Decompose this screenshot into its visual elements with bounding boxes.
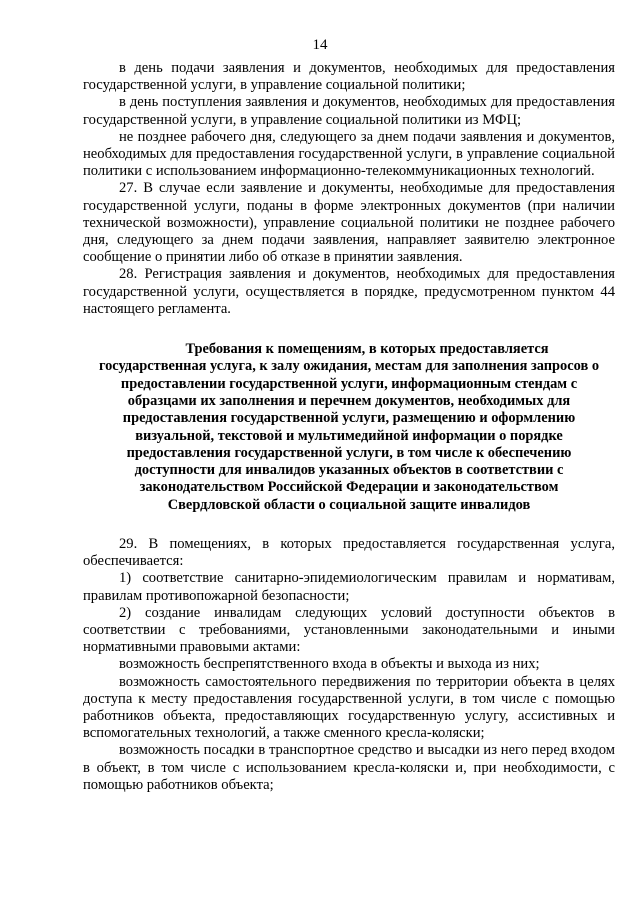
section-heading (83, 341, 615, 514)
page-number: 14 (312, 37, 328, 53)
section-heading-line: Свердловской области о социальной защите инвалидов (167, 496, 531, 513)
paragraph-item-29: 29. В помещениях, в которых предоставляется государственная услуга, обеспечивается: (83, 536, 615, 570)
section-heading-line: Требования к помещениям, в которых предоставляется (185, 341, 549, 358)
paragraph-subitem-2: 2) создание инвалидам следующих условий доступности объектов в соответствии с требованиями, установленными законодательными и иными нормативными правовыми актами: (83, 604, 615, 656)
section-heading-line: образцами их заполнения и перечнем документов, необходимых для (127, 392, 571, 409)
paragraph-submission-day: в день подачи заявления и документов, необходимых для предоставления государственной услуги, в управление социальной политики; (83, 60, 615, 94)
spacer (83, 318, 615, 341)
section-heading-line: предоставления государственной услуги, в том числе к обеспечению (126, 444, 572, 461)
paragraph-item-27: 27. В случае если заявление и документы, необходимые для предоставления государственной услуги, поданы в форме электронных документов (при наличии технической возможности), управление социальной политики не позднее рабочего дня, следующего за днем подачи заявления, направляет заявителю электронное сообщение о принятии либо об отказе в принятии заявления. (83, 180, 615, 266)
section-heading-line: законодательством Российской Федерации и законодательством (139, 479, 559, 496)
section-heading-line: доступности для инвалидов указанных объектов в соответствии с (134, 462, 564, 479)
spacer (83, 514, 615, 536)
paragraph-vehicle-boarding: возможность посадки в транспортное средство и высадки из него перед входом в объект, в том числе с использованием кресла-коляски и, при необходимости, с помощью работников объекта; (83, 742, 615, 793)
document-body (83, 60, 615, 794)
paragraph-next-working-day: не позднее рабочего дня, следующего за днем подачи заявления и документов, необходимых для предоставления государственной услуги, в управление социальной политики с использованием информационно-телекоммуникационных технологий. (83, 128, 615, 180)
paragraph-subitem-1: 1) соответствие санитарно-эпидемиологическим правилам и нормативам, правилам противопожарной безопасности; (83, 570, 615, 604)
section-heading-line: визуальной, текстовой и мультимедийной информации о порядке (135, 427, 563, 444)
paragraph-free-entry: возможность беспрепятственного входа в объекты и выхода из них; (119, 656, 540, 673)
paragraph-item-28: 28. Регистрация заявления и документов, необходимых для предоставления государственной услуги, осуществляется в порядке, предусмотренном пунктом 44 настоящего регламента. (83, 266, 615, 317)
section-heading-line: предоставлении государственной услуги, информационным стендам с (120, 375, 578, 392)
section-heading-line: государственная услуга, к залу ожидания, местам для заполнения запросов о (98, 358, 600, 375)
paragraph-independent-movement: возможность самостоятельного передвижения по территории объекта в целях доступа к месту предоставления государственной услуги, в том числе с помощью работников объекта, предоставляющих государственную услугу, ассистивных и вспомогательных технологий, а также сменного кресла-коляски; (83, 673, 615, 742)
section-heading-line: предоставления государственной услуги, размещению и оформлению (122, 410, 576, 427)
paragraph-receipt-from-mfc: в день поступления заявления и документов, необходимых для предоставления государственной услуги, в управление социальной политики из МФЦ; (83, 94, 615, 128)
